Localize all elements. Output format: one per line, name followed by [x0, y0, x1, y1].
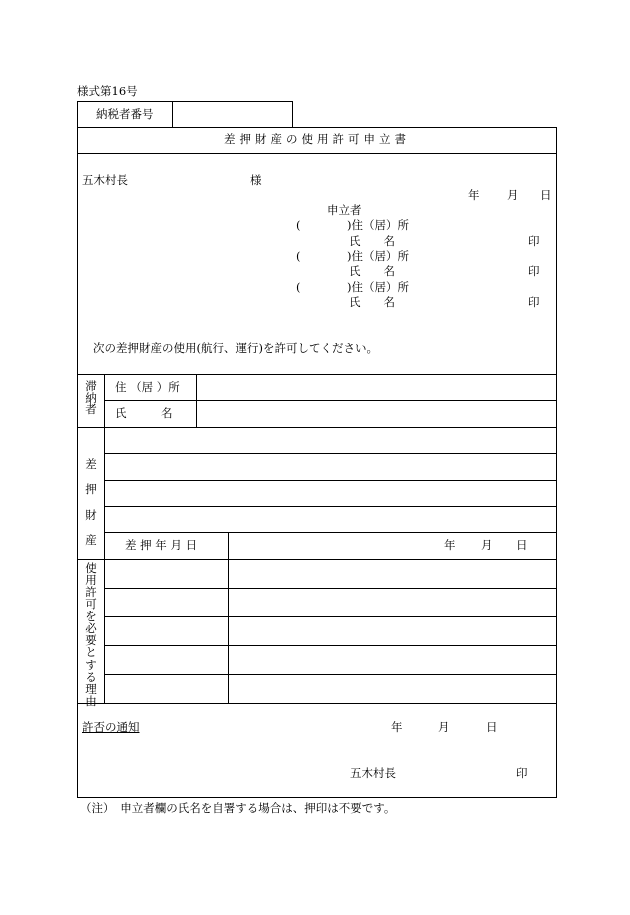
notice-date-day: 日	[486, 720, 498, 734]
date-month-label: 月	[507, 188, 519, 202]
seized-property-label: 差押財産	[85, 457, 97, 547]
delinquent-name-field[interactable]	[200, 403, 552, 424]
delinquent-label: 滞納者	[85, 379, 97, 416]
footnote: （注） 申立者欄の氏名を自署する場合は、押印は不要です。	[80, 801, 396, 815]
delinquent-name-label: 氏 名	[115, 406, 173, 420]
date-day-label: 日	[540, 188, 552, 202]
applicant-seal: 印	[528, 234, 540, 248]
applicant-address-label: )住（居）所	[347, 280, 409, 294]
seized-property-field-4[interactable]	[107, 509, 553, 529]
applicant-name-label: 氏 名	[349, 264, 395, 278]
seizure-date-label: 差 押 年 月 日	[125, 538, 198, 552]
applicant-name-label: 氏 名	[349, 234, 395, 248]
reason-field-5[interactable]	[232, 677, 553, 700]
applicant-seal: 印	[528, 264, 540, 278]
addressee-name: 五木村長	[82, 173, 128, 187]
applicant-paren-open: (	[296, 280, 301, 294]
applicant-name-label: 氏 名	[349, 295, 395, 309]
applicant-paren-open: (	[296, 218, 301, 232]
addressee-honorific: 様	[250, 173, 262, 187]
applicant-address-label: )住（居）所	[347, 218, 409, 232]
delinquent-address-field[interactable]	[200, 377, 552, 397]
page-title: 差押財産の使用許可申立書	[224, 132, 410, 146]
seized-property-field-3[interactable]	[107, 483, 553, 503]
notice-issuer: 五木村長	[350, 766, 396, 780]
notice-date-month: 月	[438, 720, 450, 734]
reason-field-1[interactable]	[232, 562, 553, 585]
notice-date-year: 年	[391, 720, 403, 734]
reason-label: 使用許可を必要とする理由	[85, 561, 97, 708]
taxpayer-number-field[interactable]	[176, 104, 290, 125]
notice-seal: 印	[516, 766, 528, 780]
form-number: 様式第16号	[77, 84, 138, 98]
applicant-paren-open: (	[296, 249, 301, 263]
date-year-label: 年	[468, 188, 480, 202]
seized-property-field-1[interactable]	[107, 430, 553, 451]
delinquent-address-label: 住 （居 ）所	[115, 380, 180, 394]
seizure-date-day: 日	[516, 538, 528, 552]
seized-property-field-2[interactable]	[107, 456, 553, 477]
applicant-seal: 印	[528, 295, 540, 309]
applicant-address-label: )住（居）所	[347, 249, 409, 263]
taxpayer-number-label: 納税者番号	[96, 107, 154, 121]
seizure-date-month: 月	[481, 538, 493, 552]
reason-field-4[interactable]	[232, 648, 553, 671]
notice-label: 許否の通知	[82, 720, 140, 734]
reason-field-2[interactable]	[232, 591, 553, 613]
applicant-label: 申立者	[327, 203, 362, 217]
seizure-date-year: 年	[444, 538, 456, 552]
request-text: 次の差押財産の使用(航行、運行)を許可してください。	[93, 341, 378, 355]
reason-field-3[interactable]	[232, 619, 553, 642]
